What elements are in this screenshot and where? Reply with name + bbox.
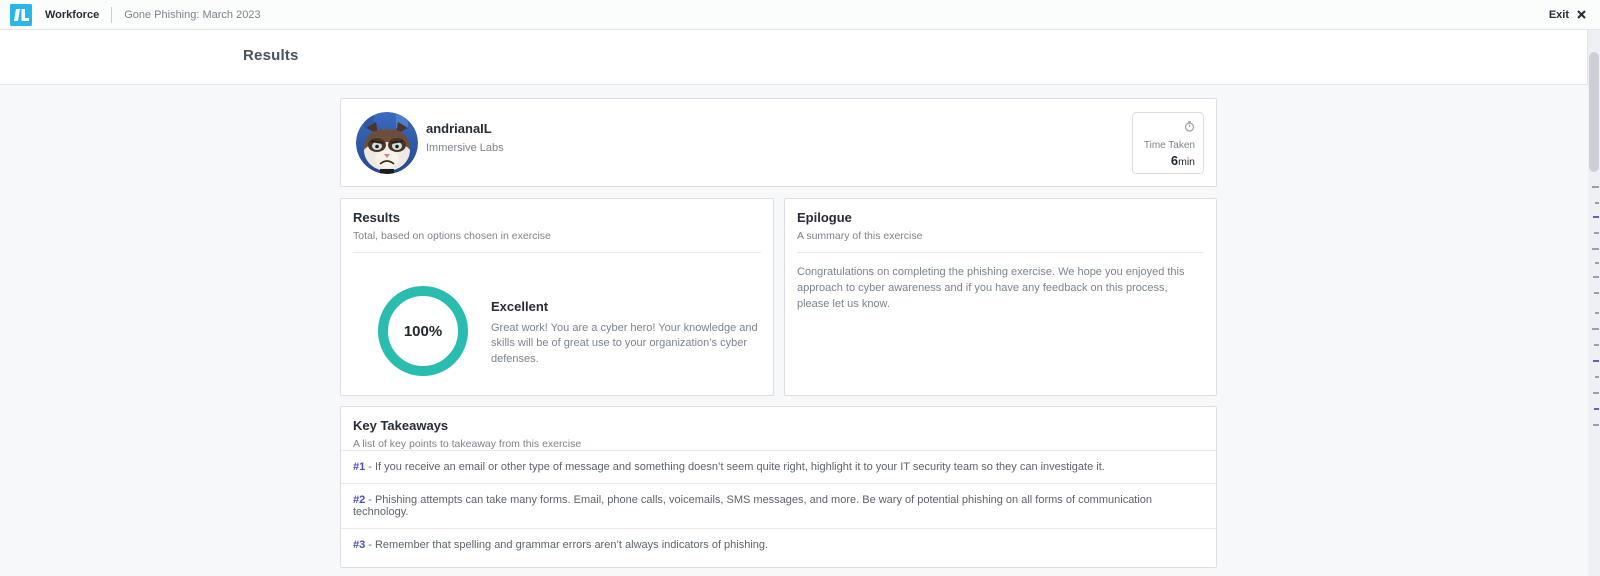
scrollbar-thumb[interactable] [1589,52,1599,172]
key-takeaways-panel [340,406,1217,568]
exit-label[interactable]: Exit [1548,8,1569,21]
results-panel [340,198,774,396]
time-taken-label: Time Taken [1143,140,1195,151]
immersive-labs-logo-icon [10,4,32,26]
score-value: 100% [403,322,443,340]
takeaway-number: #2 [353,494,366,506]
takeaway-number: #3 [353,539,366,551]
results-panel-title: Results [353,210,400,225]
page-header-band [0,30,1588,85]
username: andrianaIL [426,121,492,136]
takeaway-item [341,483,1216,528]
score-donut [378,286,468,376]
epilogue-panel-header [785,199,1216,253]
epilogue-panel [784,198,1217,396]
takeaway-text: - Phishing attempts can take many forms. Email, phone calls, voicemails, SMS messages, and more. Be wary of potential phishing on all forms of communication technology. [353,494,1153,518]
results-panel-subtitle: Total, based on options chosen in exercise [353,230,551,242]
company-name: Immersive Labs [426,142,504,154]
takeaways-panel-header [341,407,1216,450]
divider [353,252,761,253]
rating-description: Great work! You are a cyber hero! Your knowledge and skills will be of great use to your organization’s cyber defenses. [491,322,758,365]
takeaway-item [341,528,1216,561]
page-title: Results [243,47,299,64]
takeaway-number: #1 [353,461,366,473]
takeaways-panel-subtitle: A list of key points to takeaway from this exercise [353,438,582,450]
vertical-scrollbar[interactable] [1588,30,1600,576]
stopwatch-icon [1141,119,1195,137]
takeaway-text: - Remember that spelling and grammar errors aren’t always indicators of phishing. [368,539,769,551]
user-summary-card [340,98,1217,187]
takeaways-panel-title: Key Takeaways [353,418,449,433]
epilogue-panel-title: Epilogue [797,210,852,225]
close-icon[interactable] [1577,6,1586,24]
takeaway-text: - If you receive an email or other type of message and something doesn’t seem quite right, highlight it to your IT security team so they can investigate it. [368,461,1105,473]
exercise-title: Gone Phishing: March 2023 [111,7,260,23]
user-avatar [356,112,418,174]
time-taken-value: 6min [1170,153,1195,168]
takeaway-item [341,450,1216,483]
results-panel-header [341,199,773,253]
epilogue-panel-subtitle: A summary of this exercise [797,230,923,242]
top-bar [0,0,1600,30]
exit-button[interactable] [1549,6,1586,24]
epilogue-body: Congratulations on completing the phishing exercise. We hope you enjoyed this approach to cyber awareness and if you have any feedback on this process, please let us know. [797,266,1185,310]
time-taken-box [1132,112,1204,174]
brand-name: Workforce [45,8,100,21]
rating-title: Excellent [491,299,549,314]
